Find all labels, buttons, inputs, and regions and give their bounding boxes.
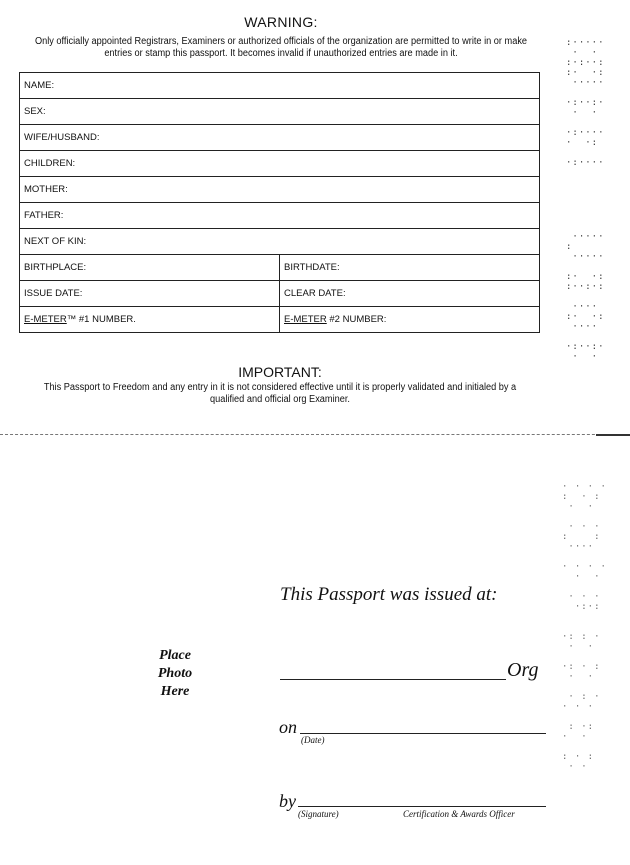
emeter-1-label: E-METER [24,314,67,325]
field-birthplace[interactable]: BIRTHPLACE: [20,255,280,281]
photo-text-line-2: Photo [157,666,193,681]
important-title: IMPORTANT: [238,364,322,380]
warning-title: WARNING: [244,14,318,30]
field-issue-date[interactable]: ISSUE DATE: [20,281,280,307]
perforation-marks-bottom: · · · · : · : · · · · · : : ···· · · · · · · · · · ·:·: ·: : · · · ·: · : · · · : · · · · : ·: · · : · : · · [562,482,607,772]
emeter-2-label: E-METER [284,314,327,325]
field-name[interactable]: NAME: [20,73,540,99]
by-label: by [279,791,296,811]
field-emeter-1[interactable] [20,307,280,333]
officer-caption: Certification & Awards Officer [403,809,515,819]
fold-line [0,434,630,435]
field-spouse[interactable]: WIFE/HUSBAND: [20,125,540,151]
field-sex[interactable]: SEX: [20,99,540,125]
perforation-marks-top: :····· · · :·:··: :· ·: ····· ·:··:· · · ·:···· · ·: ·:···· [566,38,605,168]
field-children[interactable]: CHILDREN: [20,151,540,177]
fold-line-edge [596,434,630,436]
field-clear-date[interactable]: CLEAR DATE: [280,281,540,307]
org-line[interactable] [280,679,506,680]
warning-text: Only officially appointed Registrars, Examiners or authorized officials of the organization are permitted to write in or make entries or stamp this passport. It becomes invalid if unauthorized entries are made in it. [34,36,528,59]
field-mother[interactable]: MOTHER: [20,177,540,203]
signature-line[interactable] [298,806,546,807]
personal-details-form [19,72,540,333]
field-father[interactable]: FATHER: [20,203,540,229]
photo-placeholder[interactable] [130,647,220,701]
date-caption: (Date) [301,735,325,745]
org-label: Org [507,659,539,681]
issued-heading: This Passport was issued at: [280,584,498,605]
on-label: on [279,717,297,737]
photo-text-line-1: Place [159,648,191,663]
photo-text-line-3: Here [160,684,190,699]
field-next-of-kin[interactable]: NEXT OF KIN: [20,229,540,255]
emeter-2-rest: #2 NUMBER: [326,314,387,325]
field-emeter-2[interactable] [280,307,540,333]
emeter-1-rest: ™ #1 NUMBER. [66,314,136,325]
perforation-marks-middle: ····· : ····· :· ·: :··:·: ···· :· ·: ···· ·:··:· · · [566,232,605,362]
date-line[interactable] [300,733,546,734]
important-text: This Passport to Freedom and any entry in it is not considered effective until it is properly validated and initialed by a qualified and official org Examiner. [43,382,517,405]
signature-caption: (Signature) [298,809,339,819]
field-birthdate[interactable]: BIRTHDATE: [280,255,540,281]
